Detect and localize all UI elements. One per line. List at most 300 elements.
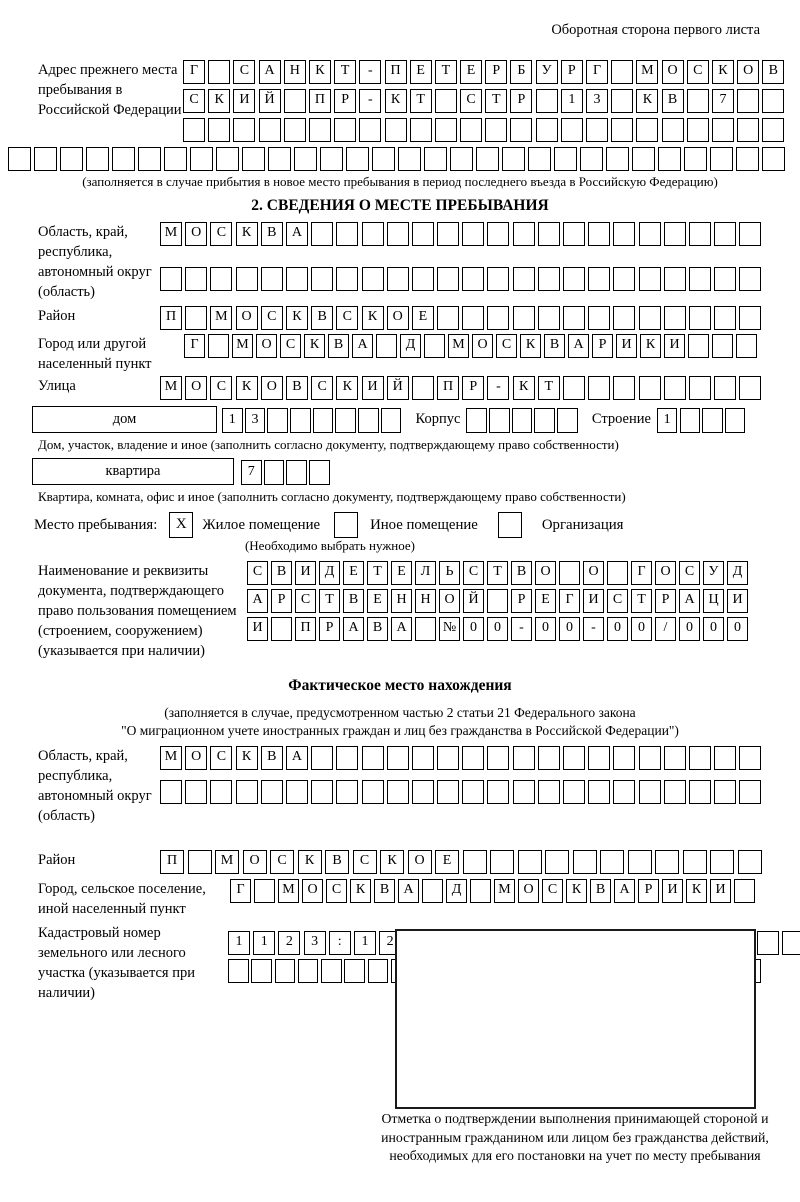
stamp-box — [395, 929, 756, 1109]
char-cell: О — [261, 376, 283, 400]
char-cell: С — [326, 879, 347, 903]
char-cell: Б — [510, 60, 532, 84]
char-cell: К — [236, 222, 258, 246]
char-cell: Р — [511, 589, 532, 613]
char-cell: 0 — [559, 617, 580, 641]
char-cell: И — [362, 376, 384, 400]
label-stay-type: Место пребывания: — [34, 516, 158, 533]
char-cell: 1 — [228, 931, 250, 955]
char-cell — [138, 147, 161, 171]
doc-row-2 — [247, 589, 751, 613]
char-cell — [563, 780, 585, 804]
char-cell — [739, 222, 761, 246]
char-cell — [34, 147, 57, 171]
char-cell — [437, 222, 459, 246]
char-cell: П — [385, 60, 407, 84]
char-cell — [286, 780, 308, 804]
char-cell — [714, 267, 736, 291]
char-cell — [485, 118, 507, 142]
char-cell: 7 — [241, 460, 262, 485]
char-cell: Е — [391, 561, 412, 585]
char-cell — [687, 89, 709, 113]
char-cell — [689, 267, 711, 291]
char-cell: С — [496, 334, 517, 358]
char-cell — [536, 118, 558, 142]
char-cell: С — [183, 89, 205, 113]
char-cell — [320, 147, 343, 171]
char-cell — [294, 147, 317, 171]
district-2-row — [160, 850, 765, 874]
region-grid — [160, 222, 765, 291]
char-cell: С — [210, 746, 232, 770]
char-cell — [513, 780, 535, 804]
char-cell: О — [185, 376, 207, 400]
char-cell: Ц — [703, 589, 724, 613]
char-cell: В — [286, 376, 308, 400]
char-cell — [362, 267, 384, 291]
char-cell — [664, 746, 686, 770]
checkbox-other-premises — [334, 512, 358, 538]
char-cell: 7 — [712, 89, 734, 113]
char-cell: 1 — [354, 931, 376, 955]
char-cell — [639, 746, 661, 770]
char-cell: Т — [485, 89, 507, 113]
char-cell — [487, 267, 509, 291]
char-cell — [210, 267, 232, 291]
char-cell — [268, 147, 291, 171]
stay-note: (Необходимо выбрать нужное) — [244, 538, 416, 553]
char-cell — [611, 118, 633, 142]
char-cell — [424, 147, 447, 171]
char-cell — [688, 334, 709, 358]
char-cell: А — [352, 334, 373, 358]
char-cell — [639, 306, 661, 330]
char-cell: А — [679, 589, 700, 613]
char-cell: Н — [284, 60, 306, 84]
char-cell — [160, 780, 182, 804]
char-cell: 0 — [487, 617, 508, 641]
char-cell — [286, 460, 307, 485]
char-cell — [460, 118, 482, 142]
region-2-row-2 — [160, 780, 765, 804]
char-cell — [664, 780, 686, 804]
char-cell — [639, 780, 661, 804]
char-cell — [512, 408, 533, 433]
char-cell — [208, 60, 230, 84]
char-cell: Т — [410, 89, 432, 113]
char-cell: М — [232, 334, 253, 358]
char-cell: 2 — [379, 931, 401, 955]
char-cell — [311, 780, 333, 804]
char-cell — [422, 879, 443, 903]
char-cell — [290, 408, 311, 433]
char-cell — [664, 376, 686, 400]
char-cell: С — [607, 589, 628, 613]
prev-address-row-3 — [183, 118, 788, 142]
char-cell: О — [236, 306, 258, 330]
char-cell — [613, 267, 635, 291]
label-city-2: Город, сельское поселение, иной населенный пункт — [38, 881, 206, 917]
stamp-note: Отметка о подтверждении выполнения принимающей стороной и иностранным гражданином или лицом без гражданства действий, необходимых для его постановки на учет по месту пребывания — [381, 1111, 769, 1163]
char-cell: 1 — [561, 89, 583, 113]
char-cell — [487, 222, 509, 246]
char-cell: В — [261, 222, 283, 246]
char-cell: 0 — [631, 617, 652, 641]
char-cell — [372, 147, 395, 171]
char-cell: К — [380, 850, 404, 874]
char-cell — [611, 89, 633, 113]
char-cell — [712, 118, 734, 142]
char-cell — [563, 222, 585, 246]
char-cell: П — [309, 89, 331, 113]
char-cell — [251, 959, 272, 983]
char-cell — [714, 376, 736, 400]
char-cell: К — [636, 89, 658, 113]
char-cell: А — [286, 222, 308, 246]
char-cell: Й — [463, 589, 484, 613]
char-cell — [538, 306, 560, 330]
char-cell — [689, 306, 711, 330]
char-cell — [636, 118, 658, 142]
char-cell — [385, 118, 407, 142]
char-cell: - — [583, 617, 604, 641]
char-cell: К — [520, 334, 541, 358]
char-cell: Л — [415, 561, 436, 585]
char-cell — [762, 89, 784, 113]
char-cell: Г — [230, 879, 251, 903]
char-cell: В — [511, 561, 532, 585]
char-cell: А — [247, 589, 268, 613]
char-cell: С — [280, 334, 301, 358]
char-cell: У — [536, 60, 558, 84]
char-cell — [600, 850, 624, 874]
char-cell — [286, 267, 308, 291]
char-cell — [487, 306, 509, 330]
char-cell — [573, 850, 597, 874]
char-cell — [613, 376, 635, 400]
char-cell — [687, 118, 709, 142]
char-cell — [538, 746, 560, 770]
korpus-cells — [466, 408, 579, 432]
char-cell: О — [439, 589, 460, 613]
char-cell — [490, 850, 514, 874]
char-cell — [502, 147, 525, 171]
char-cell — [563, 376, 585, 400]
char-cell: Й — [387, 376, 409, 400]
street-row — [160, 376, 765, 400]
char-cell — [271, 617, 292, 641]
char-cell: П — [437, 376, 459, 400]
apartment-note: Квартира, комната, офис и иное (заполнить согласно документу, подтверждающему право собственности) — [38, 489, 626, 504]
char-cell — [362, 746, 384, 770]
char-cell — [628, 850, 652, 874]
char-cell — [336, 267, 358, 291]
char-cell: Р — [655, 589, 676, 613]
char-cell — [684, 147, 707, 171]
doc-grid — [247, 561, 751, 645]
char-cell: Т — [367, 561, 388, 585]
char-cell — [588, 746, 610, 770]
section2-title: 2. СВЕДЕНИЯ О МЕСТЕ ПРЕБЫВАНИЯ — [251, 197, 549, 214]
char-cell — [689, 376, 711, 400]
char-cell: О — [518, 879, 539, 903]
char-cell — [607, 561, 628, 585]
prev-address-row-1 — [183, 60, 788, 84]
char-cell: В — [762, 60, 784, 84]
char-cell — [710, 850, 734, 874]
char-cell: Т — [319, 589, 340, 613]
char-cell: С — [687, 60, 709, 84]
char-cell: О — [387, 306, 409, 330]
label-other-premises: Иное помещение — [370, 516, 478, 533]
char-cell: : — [329, 931, 351, 955]
char-cell: Н — [391, 589, 412, 613]
char-cell — [762, 147, 785, 171]
char-cell — [346, 147, 369, 171]
label-district: Район — [38, 308, 76, 324]
char-cell — [714, 780, 736, 804]
char-cell — [737, 89, 759, 113]
char-cell: М — [278, 879, 299, 903]
char-cell: А — [259, 60, 281, 84]
char-cell — [462, 746, 484, 770]
char-cell: Е — [435, 850, 459, 874]
label-cadastre: Кадастровый номер земельного или лесного участка (указывается при наличии) — [38, 925, 195, 1001]
char-cell: К — [385, 89, 407, 113]
char-cell: 0 — [703, 617, 724, 641]
char-cell — [613, 746, 635, 770]
char-cell — [538, 222, 560, 246]
label-city: Город или другой населенный пункт — [38, 336, 152, 372]
char-cell — [210, 780, 232, 804]
char-cell: Г — [184, 334, 205, 358]
char-cell: О — [655, 561, 676, 585]
char-cell — [242, 147, 265, 171]
char-cell — [586, 118, 608, 142]
char-cell — [639, 376, 661, 400]
char-cell: Р — [510, 89, 532, 113]
char-cell: К — [362, 306, 384, 330]
char-cell — [462, 306, 484, 330]
prev-address-row-2 — [183, 89, 788, 113]
char-cell: Е — [410, 60, 432, 84]
house-box: дом — [32, 406, 217, 433]
label-organization: Организация — [541, 516, 624, 533]
char-cell: М — [210, 306, 232, 330]
char-cell — [580, 147, 603, 171]
char-cell — [736, 334, 757, 358]
char-cell: А — [343, 617, 364, 641]
char-cell — [714, 306, 736, 330]
char-cell: В — [311, 306, 333, 330]
char-cell: А — [614, 879, 635, 903]
char-cell — [437, 746, 459, 770]
char-cell: В — [328, 334, 349, 358]
char-cell: Г — [586, 60, 608, 84]
char-cell — [424, 334, 445, 358]
char-cell — [359, 118, 381, 142]
char-cell: К — [566, 879, 587, 903]
char-cell — [557, 408, 578, 433]
char-cell — [412, 222, 434, 246]
char-cell — [275, 959, 296, 983]
actual-note-line2: "О миграционном учете иностранных граждан и лиц без гражданства в Российской Федерации") — [121, 723, 679, 738]
char-cell — [216, 147, 239, 171]
char-cell — [387, 746, 409, 770]
char-cell — [462, 780, 484, 804]
char-cell — [86, 147, 109, 171]
char-cell — [437, 267, 459, 291]
char-cell — [185, 306, 207, 330]
char-cell — [538, 780, 560, 804]
char-cell: Г — [183, 60, 205, 84]
char-cell — [702, 408, 723, 433]
page-header: Оборотная сторона первого листа — [551, 22, 760, 38]
char-cell — [664, 306, 686, 330]
char-cell — [739, 780, 761, 804]
prev-address-grid — [183, 60, 788, 142]
char-cell — [487, 589, 508, 613]
char-cell — [309, 460, 330, 485]
char-cell: О — [408, 850, 432, 874]
char-cell — [462, 222, 484, 246]
char-cell: О — [243, 850, 267, 874]
char-cell: К — [712, 60, 734, 84]
char-cell: М — [494, 879, 515, 903]
char-cell: № — [439, 617, 460, 641]
doc-row-1 — [247, 561, 751, 585]
char-cell: И — [583, 589, 604, 613]
char-cell — [538, 267, 560, 291]
char-cell: Р — [334, 89, 356, 113]
char-cell — [588, 306, 610, 330]
char-cell — [261, 780, 283, 804]
char-cell — [489, 408, 510, 433]
char-cell: Е — [343, 561, 364, 585]
char-cell: Д — [446, 879, 467, 903]
char-cell: Е — [460, 60, 482, 84]
label-doc: Наименование и реквизиты документа, подтверждающего право пользования помещением (строением, сооружением) (указывается при наличии) — [38, 563, 237, 659]
char-cell: М — [160, 376, 182, 400]
char-cell — [559, 561, 580, 585]
char-cell — [164, 147, 187, 171]
checkbox-residential: X — [169, 512, 193, 538]
char-cell — [450, 147, 473, 171]
char-cell — [528, 147, 551, 171]
label-street: Улица — [38, 378, 76, 394]
char-cell: Д — [727, 561, 748, 585]
char-cell — [183, 118, 205, 142]
char-cell — [714, 222, 736, 246]
char-cell: Й — [259, 89, 281, 113]
char-cell: С — [247, 561, 268, 585]
form-page — [0, 22, 800, 1202]
char-cell: П — [295, 617, 316, 641]
char-cell: О — [185, 222, 207, 246]
char-cell — [311, 222, 333, 246]
apartment-cells — [241, 460, 332, 484]
char-cell: - — [511, 617, 532, 641]
char-cell — [739, 267, 761, 291]
stay-type-row — [34, 512, 800, 538]
char-cell — [208, 118, 230, 142]
region-2-row-1 — [160, 746, 765, 770]
char-cell — [588, 780, 610, 804]
char-cell: К — [304, 334, 325, 358]
char-cell: И — [616, 334, 637, 358]
char-cell: О — [185, 746, 207, 770]
char-cell — [267, 408, 288, 433]
char-cell — [561, 118, 583, 142]
char-cell: С — [679, 561, 700, 585]
char-cell: А — [391, 617, 412, 641]
prev-address-row-4 — [8, 147, 800, 171]
label-korpus: Корпус — [415, 411, 461, 427]
char-cell: К — [309, 60, 331, 84]
doc-row-3 — [247, 617, 751, 641]
char-cell — [362, 780, 384, 804]
char-cell — [412, 267, 434, 291]
char-cell — [309, 118, 331, 142]
char-cell: И — [664, 334, 685, 358]
char-cell — [664, 267, 686, 291]
char-cell — [336, 746, 358, 770]
char-cell — [284, 118, 306, 142]
stroenie-cells — [657, 408, 748, 432]
char-cell: В — [367, 617, 388, 641]
char-cell — [739, 376, 761, 400]
char-cell: 1 — [222, 408, 243, 433]
char-cell — [435, 118, 457, 142]
char-cell: П — [160, 306, 182, 330]
char-cell: В — [662, 89, 684, 113]
char-cell — [358, 408, 379, 433]
char-cell — [236, 267, 258, 291]
char-cell — [611, 60, 633, 84]
char-cell: С — [261, 306, 283, 330]
char-cell — [689, 780, 711, 804]
char-cell: С — [460, 89, 482, 113]
char-cell — [462, 267, 484, 291]
house-cells — [222, 408, 404, 432]
char-cell: Т — [631, 589, 652, 613]
house-row — [32, 406, 800, 433]
char-cell: К — [640, 334, 661, 358]
char-cell: О — [662, 60, 684, 84]
char-cell: С — [233, 60, 255, 84]
char-cell — [463, 850, 487, 874]
char-cell: Р — [485, 60, 507, 84]
char-cell — [739, 746, 761, 770]
char-cell — [739, 306, 761, 330]
char-cell — [588, 267, 610, 291]
char-cell: О — [472, 334, 493, 358]
char-cell — [513, 306, 535, 330]
char-cell: Т — [334, 60, 356, 84]
char-cell — [313, 408, 334, 433]
house-note: Дом, участок, владение и иное (заполнить согласно документу, подтверждающему право собственности) — [38, 437, 619, 452]
char-cell: С — [353, 850, 377, 874]
char-cell: В — [261, 746, 283, 770]
char-cell: К — [236, 376, 258, 400]
char-cell — [335, 408, 356, 433]
char-cell: Р — [592, 334, 613, 358]
char-cell: О — [583, 561, 604, 585]
char-cell: С — [463, 561, 484, 585]
char-cell — [381, 408, 402, 433]
char-cell: 0 — [727, 617, 748, 641]
char-cell — [725, 408, 746, 433]
